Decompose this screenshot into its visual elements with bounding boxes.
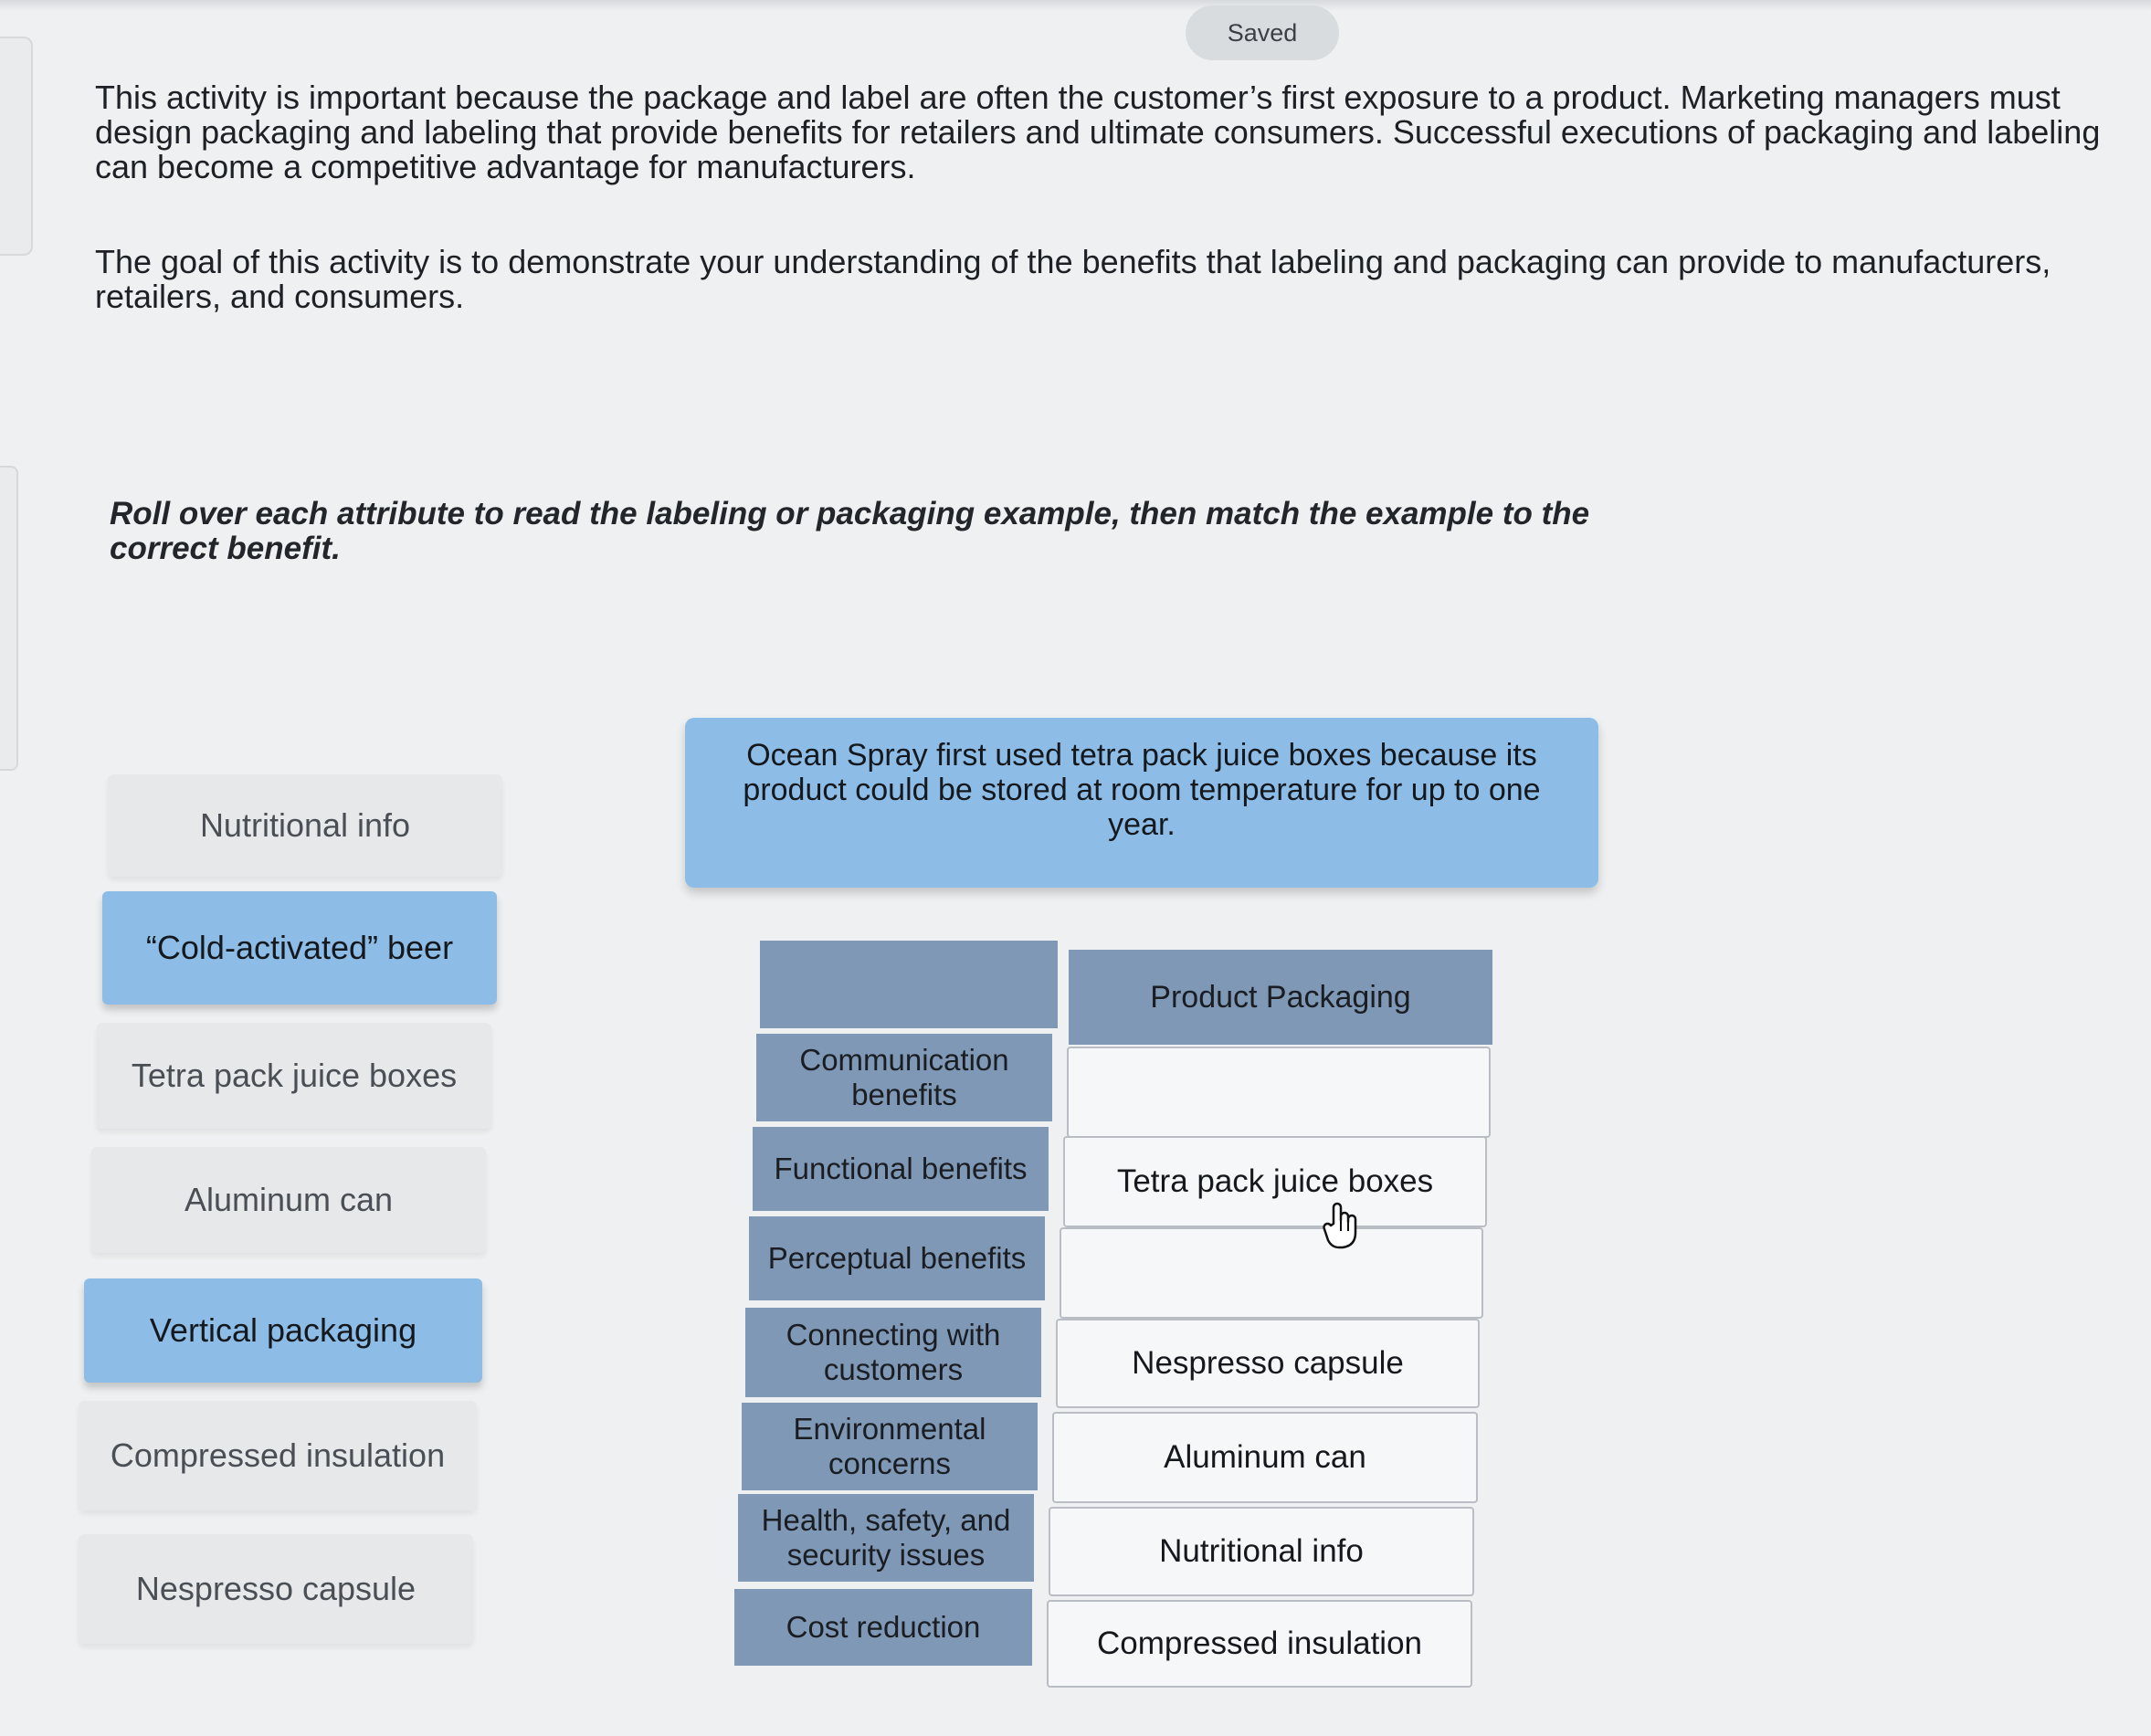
attribute-tile-cold-activated-beer[interactable]: “Cold-activated” beer [102,891,497,1005]
intro-paragraph-importance: This activity is important because the package and label are often the customer’s first exposure to a product. Marketing managers must design packaging and labeling that provide benefits for retailers and ultimate consumers. Successful executions of packaging and labeling can become a competitive advantage for manufacturers. [95,79,2101,185]
category-cost-reduction: Cost reduction [734,1589,1032,1666]
side-panel-tab-lower[interactable] [0,466,18,771]
saved-status-badge: Saved [1186,5,1339,60]
attribute-tile-vertical-packaging[interactable]: Vertical packaging [84,1278,482,1383]
category-perceptual-benefits: Perceptual benefits [749,1216,1045,1300]
category-environmental-concerns: Environmental concerns [742,1403,1038,1490]
drop-target-health-safety-security[interactable]: Nutritional info [1049,1507,1474,1596]
attribute-tile-tetra-pack-juice-boxes[interactable]: Tetra pack juice boxes [97,1023,491,1129]
drop-target-communication-benefits[interactable] [1067,1047,1491,1138]
activity-instruction: Roll over each attribute to read the labeling or packaging example, then match the example to the correct benefit. [110,496,1590,566]
category-functional-benefits: Functional benefits [753,1127,1049,1211]
top-edge [0,0,2151,11]
table-header-benefit [760,941,1058,1028]
table-header-product-packaging: Product Packaging [1069,950,1492,1045]
rollover-example-tooltip: Ocean Spray first used tetra pack juice boxes because its product could be stored at room temperature for up to one year. [685,718,1598,888]
category-communication-benefits: Communication benefits [756,1034,1052,1121]
attribute-tile-compressed-insulation[interactable]: Compressed insulation [79,1401,477,1510]
attribute-tile-nutritional-info[interactable]: Nutritional info [108,774,502,877]
drop-target-perceptual-benefits[interactable] [1060,1227,1483,1319]
drop-target-cost-reduction[interactable]: Compressed insulation [1047,1600,1472,1688]
intro-paragraph-goal: The goal of this activity is to demonstrate your understanding of the benefits that labeling and packaging can provide to manufacturers, retailers, and consumers. [95,243,2051,315]
side-panel-tab[interactable] [0,37,33,256]
category-connecting-with-customers: Connecting with customers [745,1308,1041,1397]
hand-pointer-icon [1321,1200,1363,1251]
attribute-tile-aluminum-can[interactable]: Aluminum can [91,1147,486,1253]
drop-target-environmental-concerns[interactable]: Aluminum can [1052,1412,1478,1503]
drop-target-functional-benefits[interactable]: Tetra pack juice boxes [1063,1136,1487,1227]
category-health-safety-security: Health, safety, and security issues [738,1494,1034,1582]
drop-target-connecting-with-customers[interactable]: Nespresso capsule [1056,1319,1480,1408]
attribute-tile-nespresso-capsule[interactable]: Nespresso capsule [79,1534,473,1644]
